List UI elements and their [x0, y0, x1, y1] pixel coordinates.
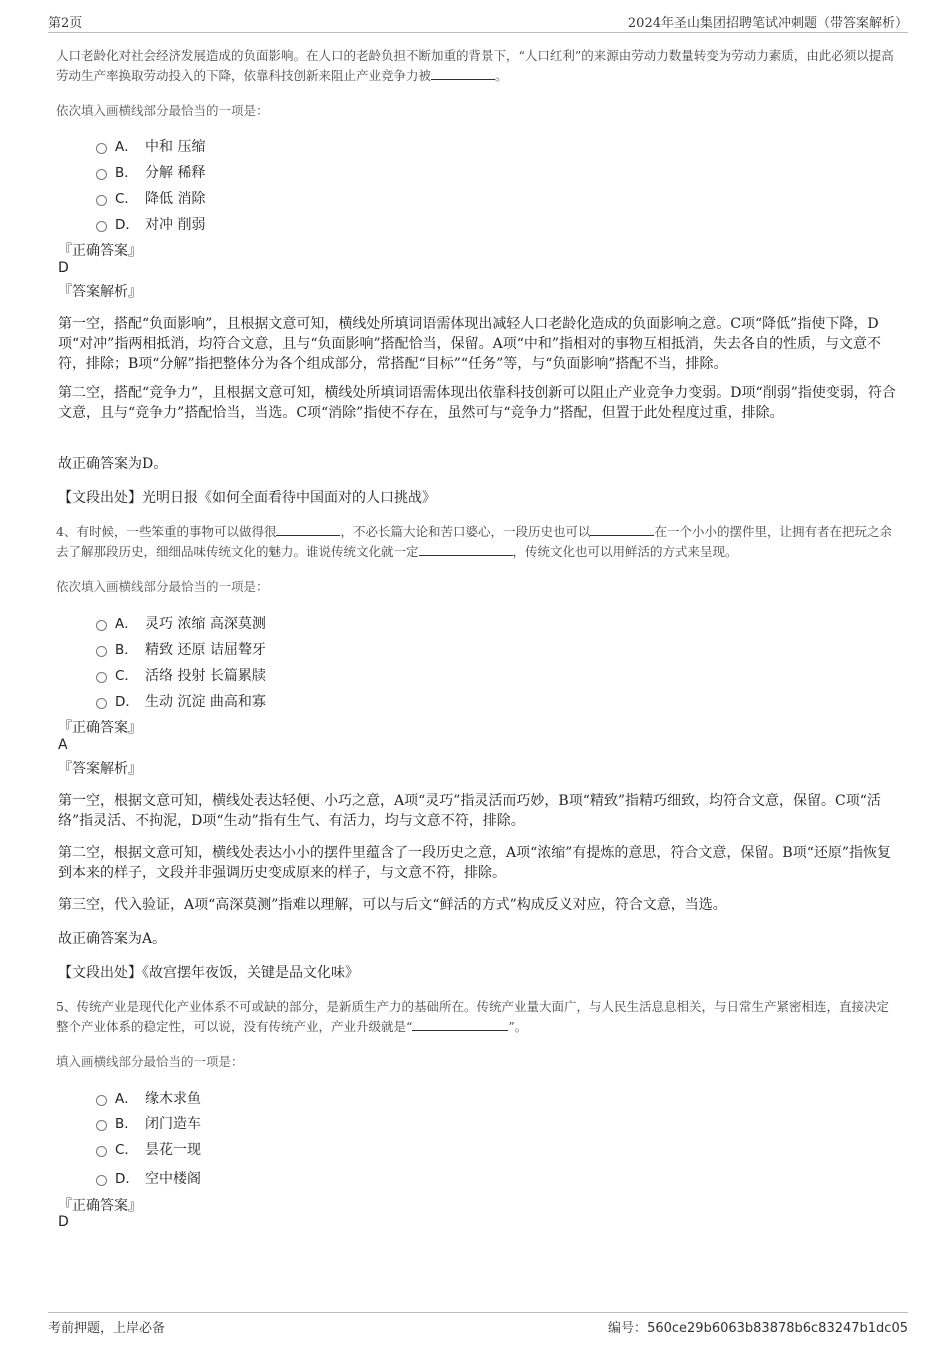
- page-number: 第2页: [48, 16, 83, 31]
- q3-analysis-2: 第二空，搭配“竞争力”，且根据文意可知，横线处所填词语需体现出依靠科技创新可以阻止产业竞争力变弱。D项“削弱”指使变弱，符合文意，且与“竞争力”搭配恰当，当选。C项“消除”指使不存在，虽然可与“竞争力”搭配，但置于此处程度过重，排除。: [58, 385, 896, 421]
- q4-stem: 4、有时候，一些笨重的事物可以做得很 ，不必长篇大论和苦口婆心，一段历史也可以 在一个小小的摆件里，让拥有者在把玩之余去了解那段历史，细细品味传统文化的魅力。谁说传统文化就一定 ，传统文化也可以用鲜活的方式来呈现。: [56, 524, 892, 559]
- q4-option-d[interactable]: D． 生动 沉淀 曲高和寡: [96, 690, 266, 711]
- q4-analysis-label: 『答案解析』: [58, 761, 142, 777]
- radio-icon[interactable]: [96, 1146, 107, 1157]
- q4-option-c[interactable]: C． 活络 投射 长篇累牍: [96, 664, 266, 685]
- page-footer: [48, 1312, 908, 1339]
- q5-option-a[interactable]: A． 缘木求鱼: [96, 1087, 201, 1108]
- q3-answer: D: [58, 260, 69, 276]
- radio-icon[interactable]: [96, 195, 107, 206]
- q5-option-b[interactable]: B． 闭门造车: [96, 1112, 201, 1133]
- q4-analysis-conclusion: 故正确答案为A。: [58, 931, 167, 947]
- answer-blank: [431, 67, 495, 80]
- q3-answer-label: 『正确答案』: [58, 243, 142, 259]
- q5-answer-label: 『正确答案』: [58, 1198, 142, 1214]
- q5-prompt: 填入画横线部分最恰当的一项是：: [56, 1054, 244, 1069]
- q4-analysis-1: 第一空，根据文意可知，横线处表达轻便、小巧之意，A项“灵巧”指灵活而巧妙，B项“精致”指精巧细致，均符合文意，保留。C项“活络”指灵活、不拘泥，D项“生动”指有生气、有活力，均与文意不符，排除。: [58, 793, 881, 829]
- radio-icon[interactable]: [96, 221, 107, 232]
- answer-blank: [276, 523, 340, 536]
- answer-blank: [590, 523, 654, 536]
- radio-icon[interactable]: [96, 1095, 107, 1106]
- q5-stem: 5、传统产业是现代化产业体系不可或缺的部分，是新质生产力的基础所在。传统产业量大面广，与人民生活息息相关，与日常生产紧密相连，直接决定整个产业体系的稳定性，可以说，没有传统产业，产业升级就是“ ”。: [56, 999, 889, 1034]
- q3-analysis-label: 『答案解析』: [58, 284, 142, 300]
- radio-icon[interactable]: [96, 698, 107, 709]
- document-id: 编号：560ce29b6063b83878b6c83247b1dc05: [608, 1321, 908, 1336]
- q4-analysis-2: 第二空，根据文意可知，横线处表达小小的摆件里蕴含了一段历史之意，A项“浓缩”有提炼的意思，符合文意，保留。B项“还原”指恢复到本来的样子，文段并非强调历史变成原来的样子，与文意不符，排除。: [58, 845, 892, 881]
- q4-source: 【文段出处】《故宫摆年夜饭，关键是品文化味》: [58, 965, 359, 981]
- q4-answer: A: [58, 737, 68, 753]
- radio-icon[interactable]: [96, 620, 107, 631]
- radio-icon[interactable]: [96, 646, 107, 657]
- radio-icon[interactable]: [96, 1175, 107, 1186]
- answer-blank: [412, 1018, 508, 1031]
- answer-blank: [419, 543, 513, 556]
- q4-analysis-3: 第三空，代入验证，A项“高深莫测”指难以理解，可以与后文“鲜活的方式”构成反义对应，符合文意，当选。: [58, 897, 727, 913]
- q3-option-d[interactable]: D． 对冲 削弱: [96, 213, 205, 234]
- q3-analysis-1: 第一空，搭配“负面影响”，且根据文意可知，横线处所填词语需体现出减轻人口老龄化造成的负面影响之意。C项“降低”指使下降，D项“对冲”指两相抵消，均符合文意，且与“负面影响”搭配恰当，保留。A项“中和”指相对的事物互相抵消，失去各自的性质，与文意不符，排除；B项“分解”指把整体分为各个组成部分，常搭配“目标”“任务”等，与“负面影响”搭配不当，排除。: [58, 316, 882, 372]
- radio-icon[interactable]: [96, 169, 107, 180]
- q5-option-d[interactable]: D． 空中楼阁: [96, 1167, 201, 1188]
- radio-icon[interactable]: [96, 672, 107, 683]
- page-header: [48, 12, 908, 33]
- q4-prompt: 依次填入画横线部分最恰当的一项是：: [56, 579, 269, 594]
- q4-option-a[interactable]: A． 灵巧 浓缩 高深莫测: [96, 612, 266, 633]
- q5-answer: D: [58, 1214, 69, 1230]
- q3-prompt: 依次填入画横线部分最恰当的一项是：: [56, 103, 269, 118]
- footer-slogan: 考前押题，上岸必备: [48, 1321, 166, 1336]
- radio-icon[interactable]: [96, 143, 107, 154]
- q3-stem: 人口老龄化对社会经济发展造成的负面影响。在人口的老龄负担不断加重的背景下，“人口红利”的来源由劳动力数量转变为劳动力素质，由此必须以提高劳动生产率换取劳动投入的下降，依靠科技创新来阻止产业竞争力被 。: [56, 48, 894, 83]
- document-title: 2024年圣山集团招聘笔试冲刺题（带答案解析）: [627, 16, 908, 31]
- q3-source: 【文段出处】光明日报《如何全面看待中国面对的人口挑战》: [58, 490, 436, 506]
- q3-analysis-conclusion: 故正确答案为D。: [58, 456, 168, 472]
- q3-option-b[interactable]: B． 分解 稀释: [96, 161, 205, 182]
- q3-option-a[interactable]: A． 中和 压缩: [96, 135, 205, 156]
- radio-icon[interactable]: [96, 1120, 107, 1131]
- q4-answer-label: 『正确答案』: [58, 720, 142, 736]
- q4-option-b[interactable]: B． 精致 还原 诘屈聱牙: [96, 638, 266, 659]
- q5-option-c[interactable]: C． 昙花一现: [96, 1138, 201, 1159]
- q3-option-c[interactable]: C． 降低 消除: [96, 187, 205, 208]
